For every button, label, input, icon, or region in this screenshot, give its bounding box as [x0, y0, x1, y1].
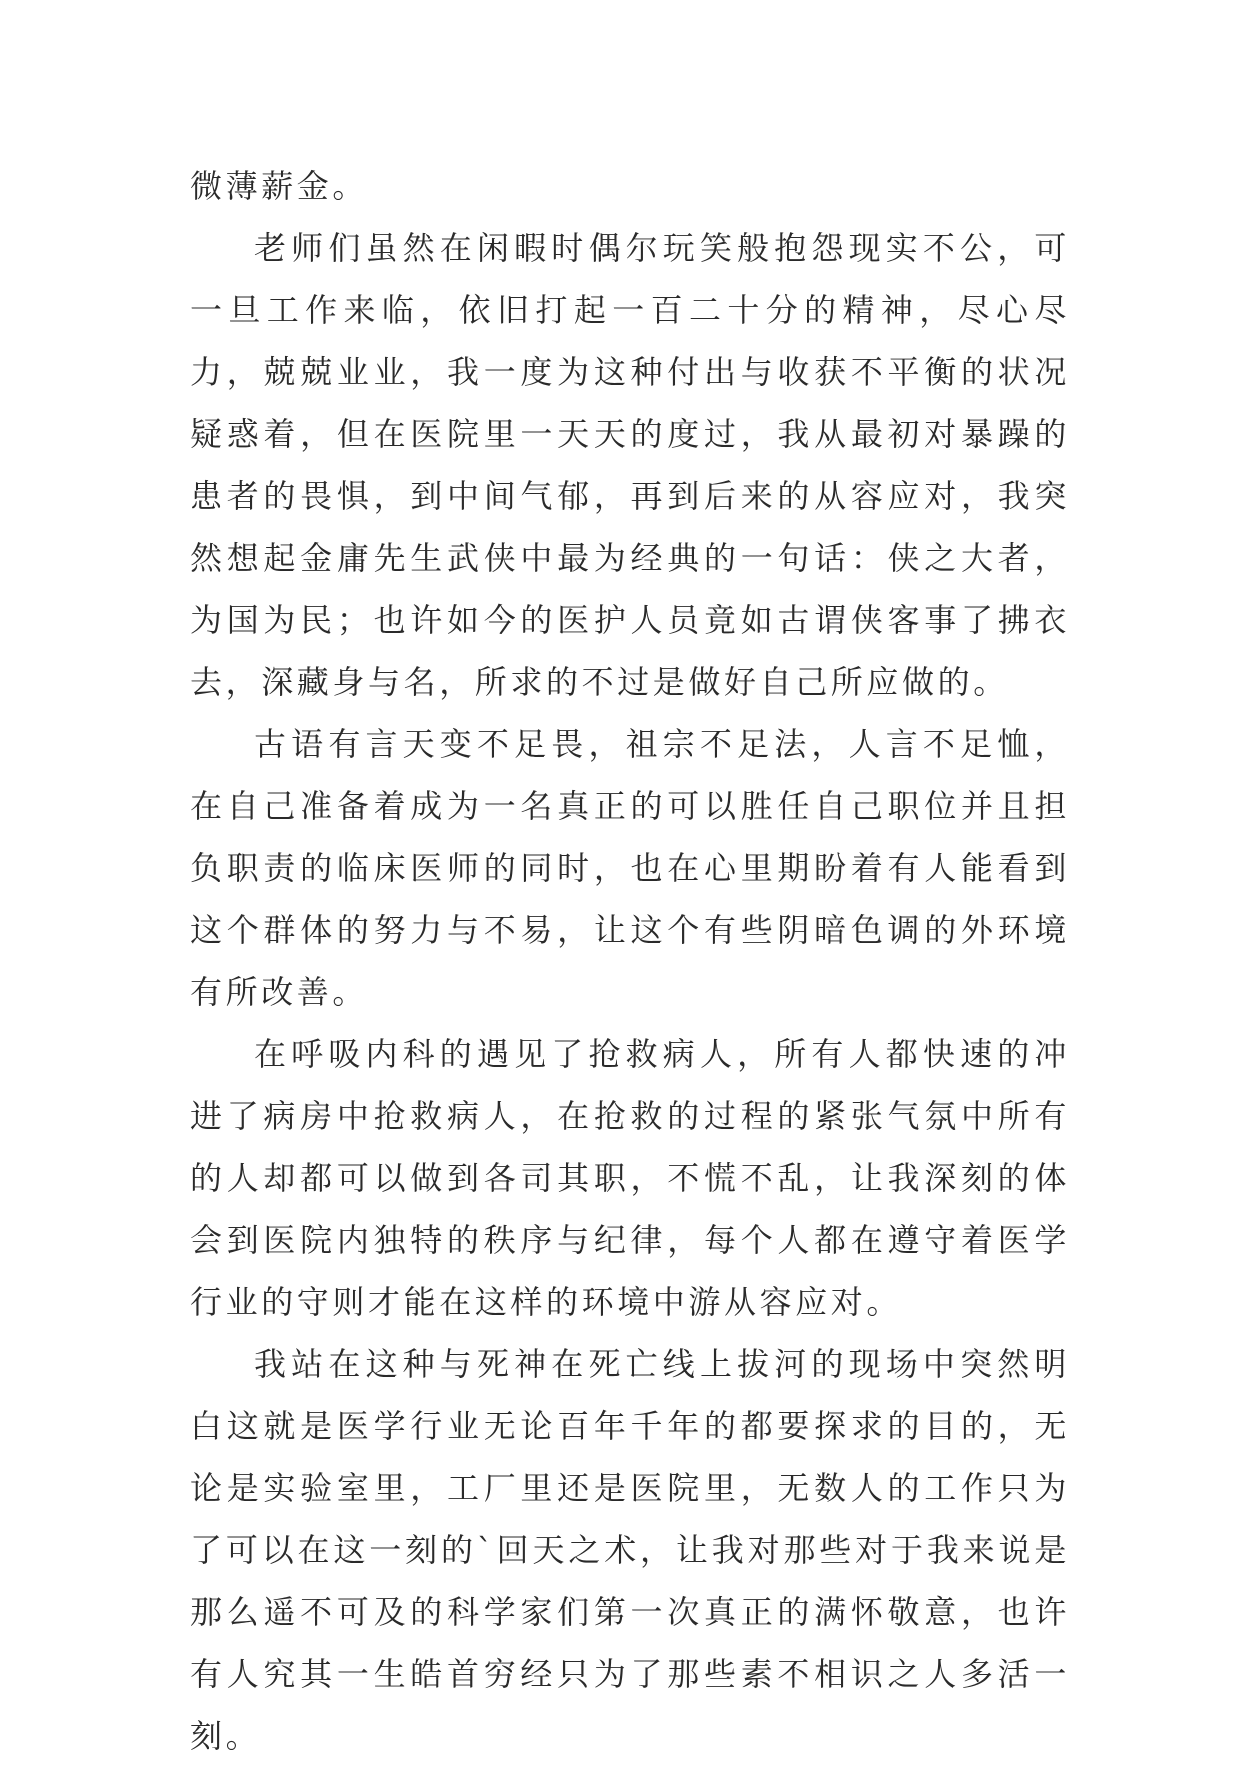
paragraph-ancient-saying: 古语有言天变不足畏，祖宗不足法，人言不足恤，在自己准备着成为一名真正的可以胜任自己职位并且担负职责的临床医师的同时，也在心里期盼着有人能看到这个群体的努力与不易，让这个有些阴暗色调的外环境有所改善。: [190, 725, 1070, 1011]
document-body: [190, 155, 1070, 1767]
paragraph-continuation: 微薄薪金。: [190, 167, 369, 205]
paragraph-tug-of-war: 我站在这种与死神在死亡线上拔河的现场中突然明白这就是医学行业无论百年千年的都要探求的目的，无论是实验室里，工厂里还是医院里，无数人的工作只为了可以在这一刻的`回天之术，让我对那些对于我来说是那么遥不可及的科学家们第一次真正的满怀敬意，也许有人究其一生皓首穷经只为了那些素不相识之人多活一刻。: [190, 1345, 1070, 1755]
paragraph-respiratory-rescue: 在呼吸内科的遇见了抢救病人，所有人都快速的冲进了病房中抢救病人，在抢救的过程的紧张气氛中所有的人却都可以做到各司其职，不慌不乱，让我深刻的体会到医院内独特的秩序与纪律，每个人都在遵守着医学行业的守则才能在这样的环境中游从容应对。: [190, 1035, 1070, 1321]
paragraph-teachers: 老师们虽然在闲暇时偶尔玩笑般抱怨现实不公，可一旦工作来临，依旧打起一百二十分的精神，尽心尽力，兢兢业业，我一度为这种付出与收获不平衡的状况疑惑着，但在医院里一天天的度过，我从最初对暴躁的患者的畏惧，到中间气郁，再到后来的从容应对，我突然想起金庸先生武侠中最为经典的一句话：侠之大者，为国为民；也许如今的医护人员竟如古谓侠客事了拂衣去，深藏身与名，所求的不过是做好自己所应做的。: [190, 229, 1070, 701]
